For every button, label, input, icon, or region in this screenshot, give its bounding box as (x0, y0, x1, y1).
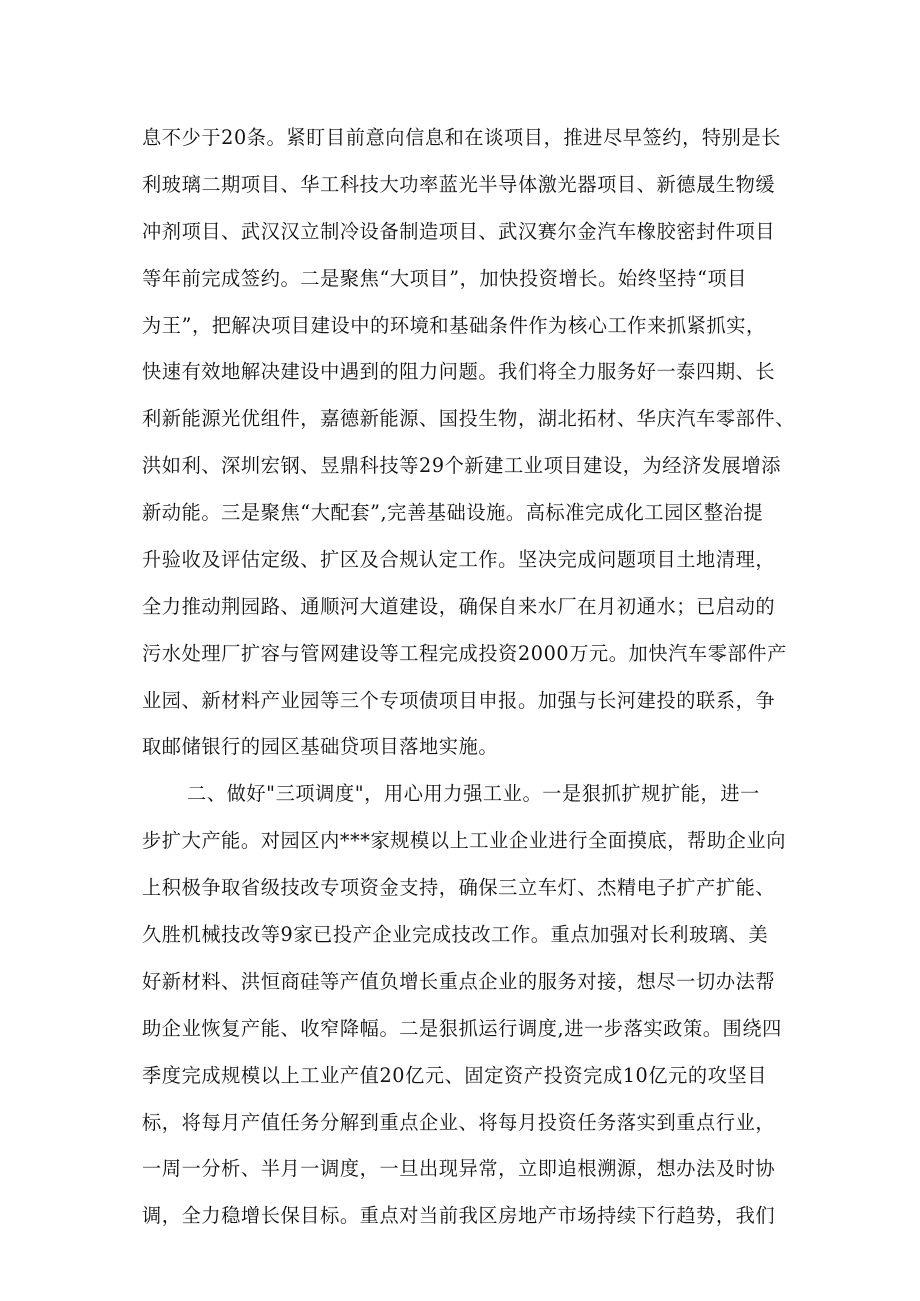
text-line: 好新材料、洪恒商硅等产值负增长重点企业的服务对接，想尽一切办法帮 (142, 970, 776, 993)
text-line: 上积极争取省级技改专项资金支持，确保三立车灯、杰精电子扩产扩能、 (142, 876, 776, 899)
text-line: 利玻璃二期项目、华工科技大功率蓝光半导体激光器项目、新德晟生物缓 (142, 173, 776, 196)
text-line: 全力推动荆园路、通顺河大道建设，确保自来水厂在月初通水；已启动的 (142, 595, 776, 618)
text-line: 污水处理厂扩容与管网建设等工程完成投资2000万元。加快汽车零部件产 (142, 642, 787, 665)
text-line: 息不少于20条。紧盯目前意向信息和在谈项目，推进尽早签约，特别是长 (142, 126, 782, 149)
text-line: 新动能。三是聚焦“大配套”,完善基础设施。高标准完成化工园区整治提 (142, 501, 764, 524)
text-line: 升验收及评估定级、扩区及合规认定工作。坚决完成问题项目土地清理， (142, 548, 776, 571)
text-line: 为王”，把解决项目建设中的环境和基础条件作为核心工作来抓紧抓实， (142, 314, 766, 337)
text-line: 快速有效地解决建设中遇到的阻力问题。我们将全力服务好一泰四期、长 (142, 360, 776, 383)
text-line: 等年前完成签约。二是聚焦“大项目”，加快投资增长。始终坚持“项目 (142, 267, 748, 290)
text-line: 洪如利、深圳宏钢、昱鼎科技等29个新建工业项目建设，为经济发展增添 (142, 454, 782, 477)
text-line: 标，将每月产值任务分解到重点企业、将每月投资任务落实到重点行业， (142, 1111, 776, 1134)
text-line: 助企业恢复产能、收窄降幅。二是狠抓运行调度,进一步落实政策。围绕四 (142, 1017, 782, 1040)
text-line: 一周一分析、半月一调度，一旦出现异常，立即追根溯源，想办法及时协 (142, 1157, 776, 1180)
text-line: 调，全力稳增长保目标。重点对当前我区房地产市场持续下行趋势，我们 (142, 1204, 776, 1227)
text-line: 步扩大产能。对园区内***家规模以上工业企业进行全面摸底，帮助企业向 (142, 829, 786, 852)
section-heading-line: 二、做好"三项调度"，用心用力强工业。一是狠抓扩规扩能，进一 (187, 782, 760, 805)
text-line: 业园、新材料产业园等三个专项债项目申报。加强与长河建投的联系，争 (142, 689, 776, 712)
text-line: 利新能源光优组件，嘉德新能源、国投生物，湖北拓材、华庆汽车零部件、 (142, 407, 795, 430)
text-line: 季度完成规模以上工业产值20亿元、固定资产投资完成10亿元的攻坚目 (142, 1064, 768, 1087)
text-line: 取邮储银行的园区基础贷项目落地实施。 (142, 735, 499, 758)
text-line: 冲剂项目、武汉汉立制冷设备制造项目、武汉赛尔金汽车橡胶密封件项目 (142, 220, 776, 243)
text-line: 久胜机械技改等9家已投产企业完成技改工作。重点加强对长利玻璃、美 (142, 923, 769, 946)
